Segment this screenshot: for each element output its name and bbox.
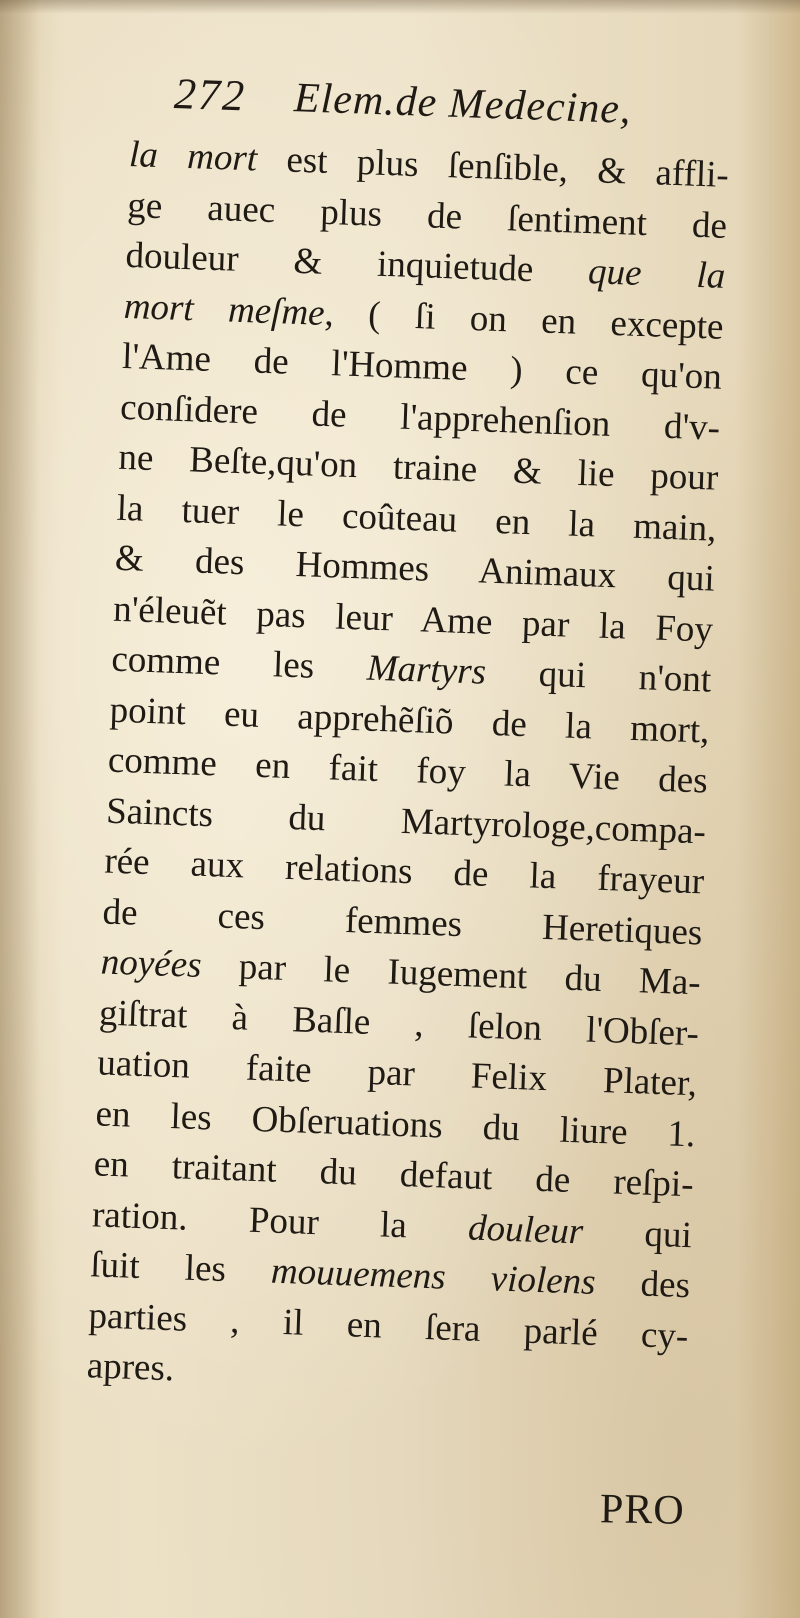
catchword: PRO — [599, 1486, 686, 1534]
text-segment: l'Ame de l'Homme ) ce qu'on — [121, 335, 723, 398]
text-segment: douleur & inquietude — [124, 234, 589, 293]
italic-text: que la — [587, 251, 726, 297]
text-segment: comme les — [110, 638, 368, 689]
running-title: Elem.de Medecine, — [293, 75, 633, 133]
text-segment: rée aux relations de la frayeur — [103, 840, 705, 903]
text-segment: Saincts du Martyrologe,compa- — [105, 790, 707, 853]
text-segment: parties , il en ſera parlé cy- — [87, 1294, 689, 1357]
italic-text: noyées — [100, 941, 203, 986]
text-segment: de ces femmes Heretiques — [101, 891, 704, 953]
text-segment: ge auec plus de ſentiment de — [126, 184, 728, 247]
text-segment: en les Obſeruations du liure 1. — [94, 1092, 697, 1155]
text-segment: par le Iugement du Ma- — [200, 945, 702, 1004]
italic-text: douleur — [467, 1206, 584, 1252]
text-segment: qui n'ont — [485, 651, 712, 701]
text-segment: , ( ſi on en excepte — [323, 292, 725, 348]
text-segment: la tuer le coûteau en la main, — [116, 487, 718, 550]
text-segment: ration. Pour la — [91, 1193, 469, 1248]
text-segment: uation faite par Felix Plater, — [96, 1042, 698, 1105]
text-segment: apres. — [86, 1345, 175, 1390]
italic-text: mouuemens violens — [270, 1250, 597, 1303]
italic-text: mort meſme — [123, 285, 326, 334]
page-top-shadow — [0, 0, 800, 14]
text-segment: ſuit les — [89, 1244, 272, 1292]
italic-text: Martyrs — [366, 647, 487, 693]
text-segment: qui — [582, 1210, 693, 1256]
page-number: 272 — [173, 68, 247, 121]
text-segment: en traitant du defaut de reſpi- — [93, 1143, 695, 1206]
text-segment: des — [594, 1261, 691, 1307]
text-segment: point eu apprehẽſiõ de la mort, — [109, 689, 711, 752]
text-segment: comme en fait foy la Vie des — [107, 739, 709, 802]
text-segment: n'éleuẽt pas leur Ame par la Foy — [112, 588, 714, 651]
text-segment: conſidere de l'apprehenſion d'v- — [119, 386, 721, 449]
text-segment: ne Beſte,qu'on traine & lie pour — [117, 436, 719, 499]
italic-text: la mort — [128, 133, 258, 180]
body-text — [86, 130, 730, 1413]
page-gutter-shadow — [0, 0, 40, 1618]
text-segment: est plus ſenſible, & affli- — [256, 138, 730, 196]
text-segment: & des Hommes Animaux qui — [114, 537, 716, 600]
text-segment: giſtrat à Baſle , ſelon l'Obſer- — [98, 991, 700, 1054]
